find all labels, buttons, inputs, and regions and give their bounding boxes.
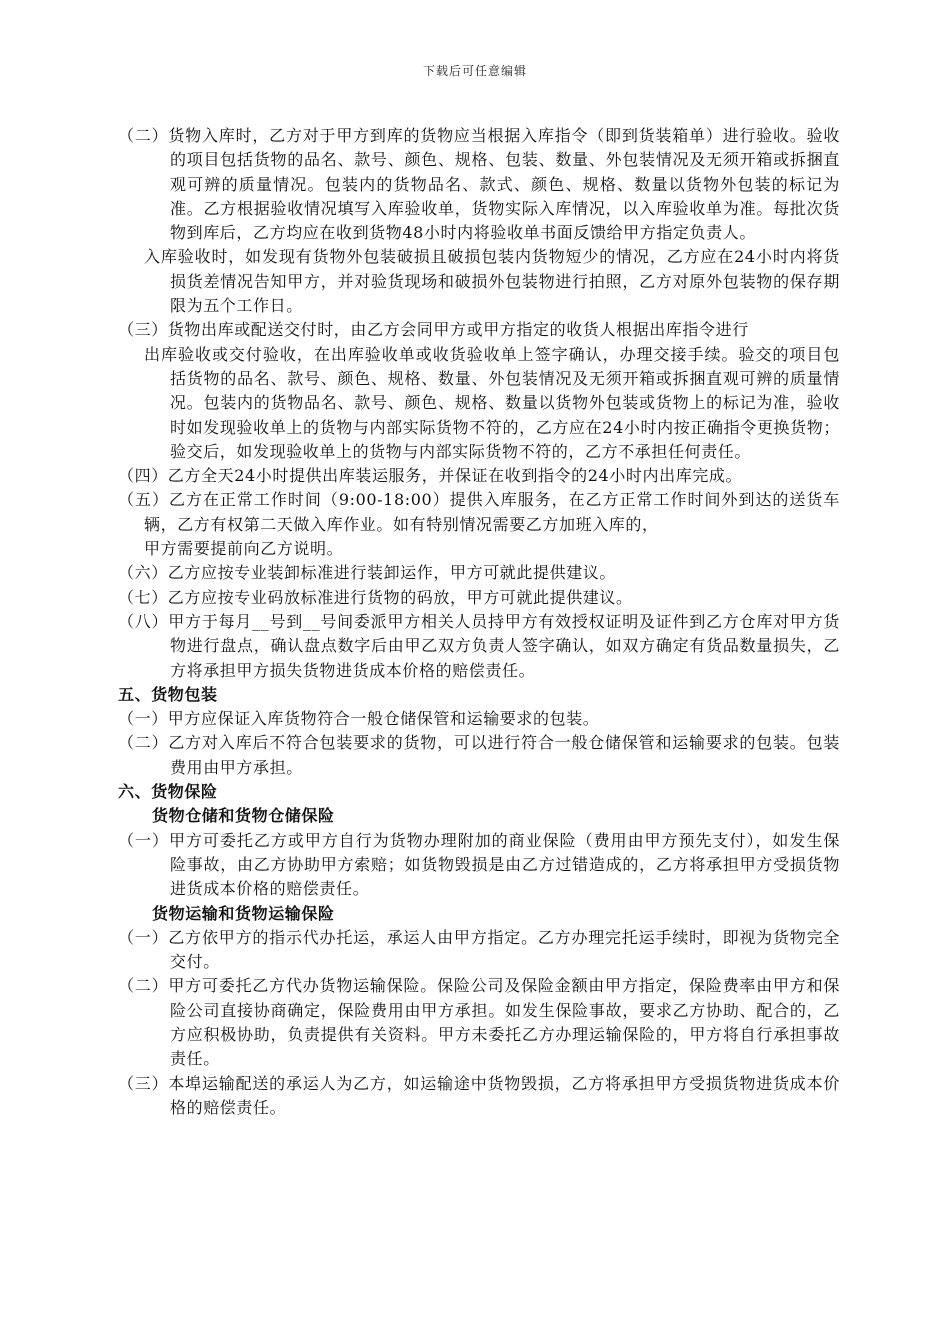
document-body xyxy=(118,124,840,1120)
paragraph: （八）甲方于每月__号到__号间委派甲方相关人员持甲方有效授权证明及证件到乙方仓库对甲方货物进行盘点，确认盘点数字后由甲乙双方负责人签字确认，如双方确定有货品数量损失，乙方将承担甲方损失货物进货成本价格的赔偿责任。 xyxy=(118,611,840,680)
paragraph: 出库验收或交付验收，在出库验收单或收货验收单上签字确认，办理交接手续。验交的项目包括货物的品名、款号、颜色、规格、数量、外包装情况及无须开箱或拆捆直观可辨的质量情况。包装内的货物品名、款号、颜色、规格、数量以货物外包装或货物上的标记为准，验收时如发现验收单上的货物与内部实际货物不符的，乙方应在24小时内按正确指令更换货物；验交后，如发现验收单上的货物与内部实际货物不符的，乙方不承担任何责任。 xyxy=(144,344,840,461)
paragraph: （三）货物出库或配送交付时，由乙方会同甲方或甲方指定的收货人根据出库指令进行 xyxy=(118,320,749,340)
section-heading: 六、货物保险 xyxy=(118,782,218,802)
paragraph: （二）乙方对入库后不符合包装要求的货物，可以进行符合一般仓储保管和运输要求的包装。包装费用由甲方承担。 xyxy=(118,733,840,777)
paragraph: （七）乙方应按专业码放标准进行货物的码放，甲方可就此提供建议。 xyxy=(118,587,633,607)
paragraph: 入库验收时，如发现有货物外包装破损且破损包装内货物短少的情况，乙方应在24小时内将货损货差情况告知甲方，并对验货现场和破损外包装物进行拍照，乙方对原外包装物的保存期限为五个工作日。 xyxy=(144,247,840,316)
subsection-heading: 货物仓储和货物仓储保险 xyxy=(152,806,335,826)
paragraph: （一）甲方应保证入库货物符合一般仓储保管和运输要求的包装。 xyxy=(118,709,600,729)
paragraph: （一）乙方依甲方的指示代办托运，承运人由甲方指定。乙方办理完托运手续时，即视为货物完全交付。 xyxy=(118,927,840,972)
paragraph: （六）乙方应按专业装卸标准进行装卸运作，甲方可就此提供建议。 xyxy=(118,563,617,583)
paragraph: （一）甲方可委托乙方或甲方自行为货物办理附加的商业保险（费用由甲方预先支付），如发生保险事故，由乙方协助甲方索赔；如货物毁损是由乙方过错造成的，乙方将承担甲方受损货物进货成本价格的赔偿责任。 xyxy=(118,830,840,899)
paragraph: （五）乙方在正常工作时间（9:00-18:00）提供入库服务，在乙方正常工作时间外到达的送货车辆，乙方有权第二天做入库作业。如有特别情况需要乙方加班入库的， xyxy=(118,490,840,534)
paragraph: （二）货物入库时，乙方对于甲方到库的货物应当根据入库指令（即到货装箱单）进行验收。验收的项目包括货物的品名、款号、颜色、规格、包装、数量、外包装情况及无须开箱或拆捆直观可辨的质量情况。包装内的货物品名、款式、颜色、规格、数量以货物外包装的标记为准。乙方根据验收情况填写入库验收单，货物实际入库情况，以入库验收单为准。每批次货物到库后，乙方均应在收到货物48小时内将验收单书面反馈给甲方指定负责人。 xyxy=(118,126,840,243)
paragraph: （三）本埠运输配送的承运人为乙方，如运输途中货物毁损，乙方将承担甲方受损货物进货成本价格的赔偿责任。 xyxy=(118,1073,840,1117)
section-heading: 五、货物包装 xyxy=(118,684,218,704)
subsection-heading: 货物运输和货物运输保险 xyxy=(152,903,335,923)
paragraph: （二）甲方可委托乙方代办货物运输保险。保险公司及保险金额由甲方指定，保险费率由甲方和保险公司直接协商确定，保险费用由甲方承担。如发生保险事故，要求乙方协助、配合的，乙方应积极协助，负责提供有关资料。甲方未委托乙方办理运输保险的，甲方将自行承担事故责任。 xyxy=(118,976,840,1069)
page-header: 下载后可任意编辑 xyxy=(422,64,527,78)
paragraph: 甲方需要提前向乙方说明。 xyxy=(144,539,344,559)
paragraph: （四）乙方全天24小时提供出库装运服务，并保证在收到指令的24小时内出库完成。 xyxy=(118,466,743,486)
